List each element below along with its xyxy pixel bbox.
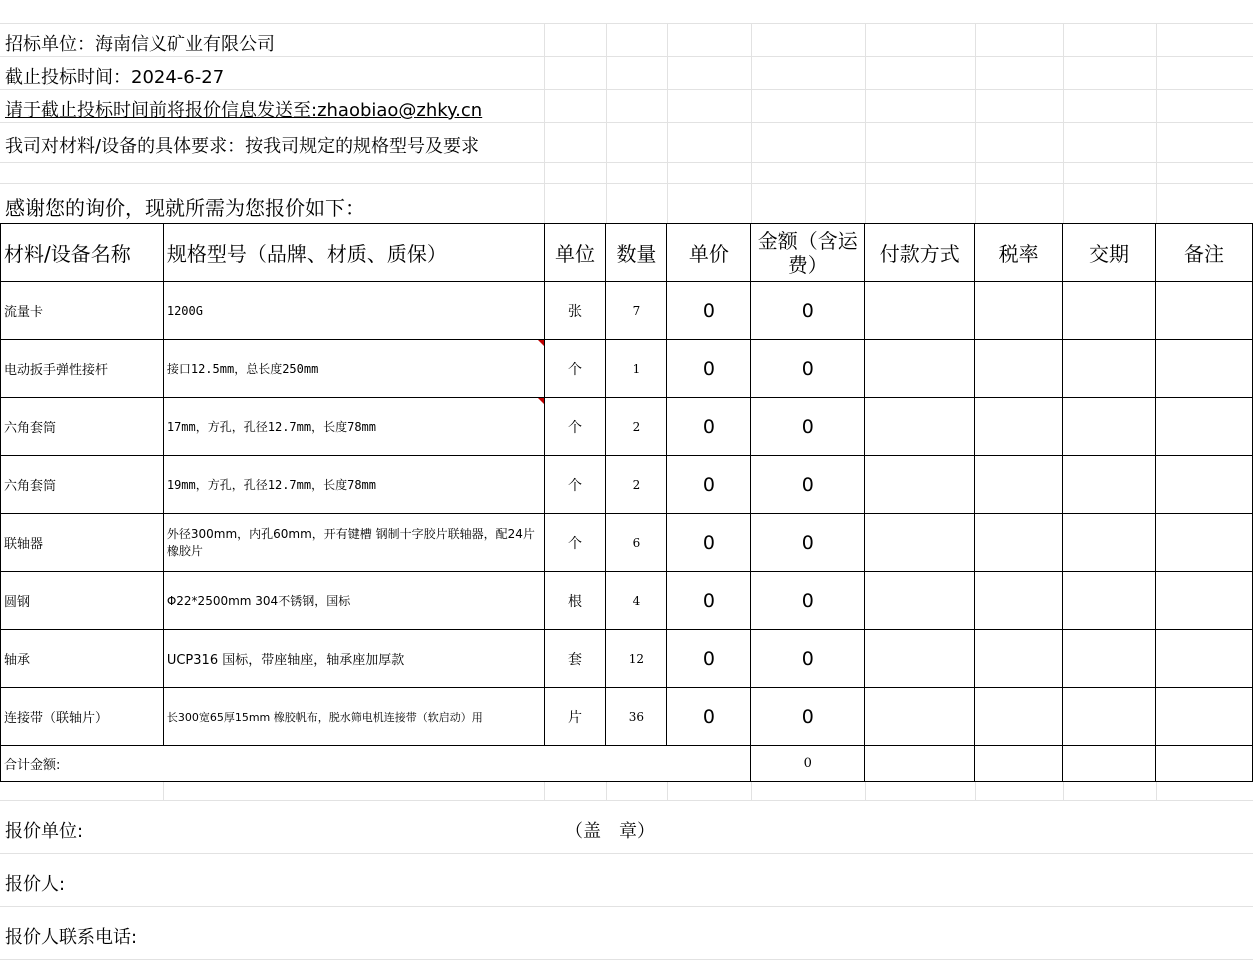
cell-amount[interactable]: 0 [751, 630, 865, 688]
cell-tax[interactable] [975, 456, 1063, 514]
cell-unit[interactable]: 套 [544, 630, 606, 688]
cell-payment[interactable] [865, 456, 975, 514]
cell-spec[interactable]: 17mm，方孔，孔径12.7mm，长度78mm [163, 398, 544, 456]
cell-qty[interactable]: 2 [606, 456, 667, 514]
stamp-label: （盖 章） [565, 821, 655, 842]
cell-amount[interactable]: 0 [751, 282, 865, 340]
cell-delivery[interactable] [1063, 340, 1156, 398]
cell-spec[interactable]: 19mm，方孔，孔径12.7mm，长度78mm [163, 456, 544, 514]
cell-amount[interactable]: 0 [751, 688, 865, 746]
cell-unit[interactable]: 根 [544, 572, 606, 630]
cell-spec[interactable]: 接口12.5mm，总长度250mm [163, 340, 544, 398]
cell-remarks[interactable] [1156, 282, 1253, 340]
cell-qty[interactable]: 1 [606, 340, 667, 398]
cell-payment[interactable] [865, 688, 975, 746]
cell-amount[interactable]: 0 [751, 514, 865, 572]
cell-tax[interactable] [975, 514, 1063, 572]
cell-delivery[interactable] [1063, 514, 1156, 572]
cell-payment[interactable] [865, 630, 975, 688]
cell-spec[interactable]: 长300宽65厚15mm 橡胶帆布，脱水筛电机连接带（软启动）用 [163, 688, 544, 746]
cell-remarks[interactable] [1156, 688, 1253, 746]
cell-name[interactable]: 轴承 [1, 630, 164, 688]
cell-price[interactable]: 0 [667, 630, 751, 688]
cell-delivery[interactable] [1063, 282, 1156, 340]
cell-name[interactable]: 流量卡 [1, 282, 164, 340]
cell-price[interactable]: 0 [667, 688, 751, 746]
quoter-phone-label: 报价人联系电话: [5, 927, 138, 948]
col-header-name: 材料/设备名称 [1, 224, 164, 282]
cell-unit[interactable]: 片 [544, 688, 606, 746]
cell-remarks[interactable] [1156, 398, 1253, 456]
cell-name[interactable]: 电动扳手弹性接杆 [1, 340, 164, 398]
cell-remarks[interactable] [1156, 340, 1253, 398]
table-row [1, 572, 1253, 630]
col-header-unit: 单位 [544, 224, 606, 282]
sheet-grid-bottom [0, 782, 1253, 960]
cell-remarks[interactable] [1156, 572, 1253, 630]
send-to-email-link[interactable]: 请于截止投标时间前将报价信息发送至:zhaobiao@zhky.cn [5, 100, 483, 121]
cell-amount[interactable]: 0 [751, 340, 865, 398]
col-header-qty: 数量 [606, 224, 667, 282]
cell-payment[interactable] [865, 340, 975, 398]
col-header-amount: 金额（含运费） [751, 224, 865, 282]
table-row [1, 340, 1253, 398]
cell-amount[interactable]: 0 [751, 572, 865, 630]
cell-spec[interactable]: 外径300mm，内孔60mm，开有键槽 钢制十字胶片联轴器，配24片橡胶片 [163, 514, 544, 572]
comment-indicator-icon[interactable] [538, 398, 544, 404]
cell-remarks[interactable] [1156, 456, 1253, 514]
cell-spec[interactable]: Φ22*2500mm 304不锈钢，国标 [163, 572, 544, 630]
cell-qty[interactable]: 6 [606, 514, 667, 572]
cell-price[interactable]: 0 [667, 514, 751, 572]
cell-remarks[interactable] [1156, 746, 1253, 782]
table-row [1, 282, 1253, 340]
cell-unit[interactable]: 个 [544, 514, 606, 572]
cell-price[interactable]: 0 [667, 340, 751, 398]
quote-unit-label: 报价单位: [5, 821, 84, 842]
cell-qty[interactable]: 4 [606, 572, 667, 630]
requirements-info: 我司对材料/设备的具体要求：按我司规定的规格型号及要求 [5, 136, 480, 157]
quote-table [0, 223, 1253, 782]
table-header-row [1, 224, 1253, 282]
cell-delivery[interactable] [1063, 398, 1156, 456]
cell-spec[interactable]: UCP316 国标，带座轴座，轴承座加厚款 [163, 630, 544, 688]
cell-amount[interactable]: 0 [751, 398, 865, 456]
cell-delivery[interactable] [1063, 746, 1156, 782]
cell-unit[interactable]: 个 [544, 340, 606, 398]
cell-qty[interactable]: 36 [606, 688, 667, 746]
total-value[interactable]: 0 [751, 746, 865, 782]
cell-tax[interactable] [975, 572, 1063, 630]
cell-payment[interactable] [865, 398, 975, 456]
cell-payment[interactable] [865, 746, 975, 782]
cell-qty[interactable]: 2 [606, 398, 667, 456]
cell-payment[interactable] [865, 514, 975, 572]
total-label: 合计金额: [1, 746, 751, 782]
cell-payment[interactable] [865, 572, 975, 630]
col-header-tax: 税率 [975, 224, 1063, 282]
cell-tax[interactable] [975, 630, 1063, 688]
cell-price[interactable]: 0 [667, 456, 751, 514]
cell-remarks[interactable] [1156, 630, 1253, 688]
cell-delivery[interactable] [1063, 630, 1156, 688]
col-header-price: 单价 [667, 224, 751, 282]
col-header-spec: 规格型号（品牌、材质、质保） [163, 224, 544, 282]
thanks-line: 感谢您的询价，现就所需为您报价如下： [5, 196, 365, 220]
quoter-label: 报价人: [5, 874, 66, 895]
cell-name[interactable]: 六角套筒 [1, 398, 164, 456]
table-row [1, 398, 1253, 456]
cell-unit[interactable]: 个 [544, 456, 606, 514]
cell-price[interactable]: 0 [667, 398, 751, 456]
col-header-delivery: 交期 [1063, 224, 1156, 282]
col-header-remarks: 备注 [1156, 224, 1253, 282]
cell-remarks[interactable] [1156, 514, 1253, 572]
table-row [1, 514, 1253, 572]
col-header-payment: 付款方式 [865, 224, 975, 282]
cell-name[interactable]: 连接带（联轴片） [1, 688, 164, 746]
table-row [1, 630, 1253, 688]
cell-name[interactable]: 六角套筒 [1, 456, 164, 514]
deadline-info: 截止投标时间：2024-6-27 [5, 67, 225, 88]
cell-amount[interactable]: 0 [751, 456, 865, 514]
cell-name[interactable]: 圆钢 [1, 572, 164, 630]
cell-spec[interactable]: 1200G [163, 282, 544, 340]
cell-name[interactable]: 联轴器 [1, 514, 164, 572]
cell-delivery[interactable] [1063, 688, 1156, 746]
cell-tax[interactable] [975, 398, 1063, 456]
cell-payment[interactable] [865, 282, 975, 340]
cell-unit[interactable]: 个 [544, 398, 606, 456]
cell-tax[interactable] [975, 340, 1063, 398]
cell-tax[interactable] [975, 746, 1063, 782]
total-row [1, 746, 1253, 782]
table-row [1, 456, 1253, 514]
comment-indicator-icon[interactable] [538, 340, 544, 346]
cell-tax[interactable] [975, 282, 1063, 340]
cell-tax[interactable] [975, 688, 1063, 746]
bidder-info: 招标单位：海南信义矿业有限公司 [5, 34, 275, 55]
cell-qty[interactable]: 7 [606, 282, 667, 340]
cell-unit[interactable]: 张 [544, 282, 606, 340]
cell-price[interactable]: 0 [667, 282, 751, 340]
cell-price[interactable]: 0 [667, 572, 751, 630]
cell-delivery[interactable] [1063, 456, 1156, 514]
cell-qty[interactable]: 12 [606, 630, 667, 688]
cell-delivery[interactable] [1063, 572, 1156, 630]
table-row [1, 688, 1253, 746]
